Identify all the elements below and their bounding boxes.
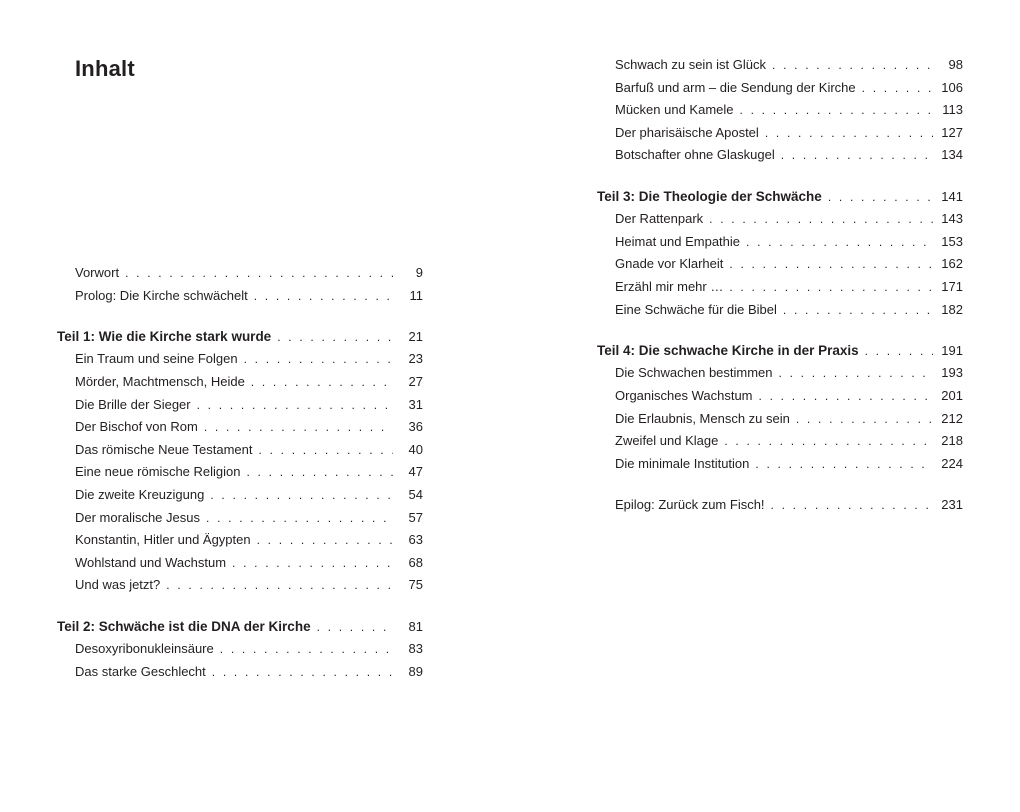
toc-entry xyxy=(597,144,963,167)
toc-entry-title: Mücken und Kamele xyxy=(615,102,734,118)
toc-entry xyxy=(57,529,423,552)
toc-page-number: 98 xyxy=(948,57,963,72)
toc-leader-dots xyxy=(709,208,933,231)
toc-page-number: 191 xyxy=(941,342,963,358)
toc-page-number: 89 xyxy=(408,663,423,679)
toc-leader-dots xyxy=(232,552,393,575)
right-page xyxy=(510,0,1020,812)
toc-entry-title: Teil 4: Die schwache Kirche in der Praxis xyxy=(597,342,859,358)
toc-entry-title: Die Erlaubnis, Mensch zu sein xyxy=(615,410,790,426)
toc-spacer xyxy=(597,475,963,494)
toc-page-number: 127 xyxy=(941,124,963,140)
toc-leader-dots xyxy=(779,362,933,385)
toc-page-number: 40 xyxy=(408,441,423,457)
toc-entry-title: Der Bischof von Rom xyxy=(75,419,198,435)
toc-part-heading xyxy=(57,326,423,349)
toc-entry-title: Ein Traum und seine Folgen xyxy=(75,351,238,367)
toc-entry xyxy=(57,262,423,285)
toc-page-number: 182 xyxy=(941,301,963,317)
toc-leader-dots xyxy=(197,394,393,417)
toc-entry xyxy=(57,661,423,684)
toc-entry xyxy=(597,208,963,231)
toc-entry-title: Zweifel und Klage xyxy=(615,433,719,449)
toc-entry-title: Desoxyribonukleinsäure xyxy=(75,641,214,657)
toc-entry-title: Das römische Neue Testament xyxy=(75,441,253,457)
toc-page-number: 141 xyxy=(941,188,963,204)
toc-page-number: 68 xyxy=(408,554,423,570)
toc-leader-dots xyxy=(317,616,393,639)
toc-leader-dots xyxy=(783,299,933,322)
toc-entry xyxy=(57,285,423,308)
toc-spacer xyxy=(597,321,963,340)
toc-entry xyxy=(597,54,963,77)
toc-part-heading xyxy=(597,186,963,209)
toc-entry xyxy=(57,461,423,484)
toc-entry-title: Eine neue römische Religion xyxy=(75,464,241,480)
toc-page-number: 212 xyxy=(941,410,963,426)
toc-entry xyxy=(597,231,963,254)
toc-leader-dots xyxy=(828,186,933,209)
toc-page-number: 57 xyxy=(408,509,423,525)
page-title: Inhalt xyxy=(75,56,135,81)
toc-leader-dots xyxy=(771,494,933,517)
toc-leader-dots xyxy=(729,253,933,276)
toc-entry-title: Die zweite Kreuzigung xyxy=(75,486,205,502)
toc-entry-title: Der Rattenpark xyxy=(615,211,704,227)
toc-entry xyxy=(57,638,423,661)
toc-page-number: 218 xyxy=(941,433,963,449)
toc-entry-title: Wohlstand und Wachstum xyxy=(75,554,227,570)
toc-entry-title: Vorwort xyxy=(75,265,120,280)
toc-entry xyxy=(597,430,963,453)
toc-leader-dots xyxy=(759,385,933,408)
toc-list-left xyxy=(57,262,423,683)
toc-leader-dots xyxy=(210,484,393,507)
toc-page-number: 83 xyxy=(408,641,423,657)
toc-leader-dots xyxy=(259,439,393,462)
toc-leader-dots xyxy=(865,340,933,363)
toc-page-number: 75 xyxy=(408,577,423,593)
toc-page-number: 23 xyxy=(408,351,423,367)
toc-page-number: 153 xyxy=(941,233,963,249)
toc-entry xyxy=(57,439,423,462)
toc-entry-title: Der pharisäische Apostel xyxy=(615,124,759,140)
toc-leader-dots xyxy=(796,408,933,431)
toc-entry-title: Der moralische Jesus xyxy=(75,509,200,525)
toc-leader-dots xyxy=(254,285,393,308)
toc-entry xyxy=(57,552,423,575)
toc-part-heading xyxy=(597,340,963,363)
toc-entry-title: Die Brille der Sieger xyxy=(75,396,191,412)
toc-entry xyxy=(57,371,423,394)
toc-list-right xyxy=(597,54,963,516)
toc-leader-dots xyxy=(277,326,393,349)
toc-leader-dots xyxy=(862,77,933,100)
toc-entry-title: Eine Schwäche für die Bibel xyxy=(615,301,777,317)
toc-entry-title: Schwach zu sein ist Glück xyxy=(615,57,767,72)
toc-leader-dots xyxy=(246,461,393,484)
toc-page-number: 31 xyxy=(408,396,423,412)
toc-leader-dots xyxy=(244,348,393,371)
toc-leader-dots xyxy=(212,661,393,684)
toc-entry-title: Die Schwachen bestimmen xyxy=(615,365,773,381)
toc-leader-dots xyxy=(220,638,393,661)
toc-entry-title: Organisches Wachstum xyxy=(615,387,753,403)
toc-page-number: 21 xyxy=(408,328,423,344)
toc-leader-dots xyxy=(204,416,393,439)
toc-page-number: 54 xyxy=(408,486,423,502)
toc-entry-title: Erzähl mir mehr … xyxy=(615,278,724,294)
toc-page-number: 81 xyxy=(408,618,423,634)
toc-leader-dots xyxy=(206,507,393,530)
toc-leader-dots xyxy=(125,262,393,285)
toc-entry xyxy=(597,408,963,431)
toc-entry-title: Teil 3: Die Theologie der Schwäche xyxy=(597,188,822,204)
toc-entry xyxy=(597,494,963,517)
toc-page-number: 11 xyxy=(409,287,423,303)
toc-entry-title: Prolog: Die Kirche schwächelt xyxy=(75,287,248,303)
toc-entry xyxy=(597,385,963,408)
toc-entry xyxy=(57,574,423,597)
toc-entry xyxy=(597,276,963,299)
toc-page-number: 63 xyxy=(408,532,423,548)
toc-leader-dots xyxy=(729,276,933,299)
toc-leader-dots xyxy=(781,144,933,167)
toc-entry-title: Heimat und Empathie xyxy=(615,233,741,249)
toc-page-number: 113 xyxy=(942,102,963,118)
toc-leader-dots xyxy=(755,453,933,476)
toc-entry xyxy=(57,348,423,371)
toc-leader-dots xyxy=(765,122,933,145)
toc-page-number: 47 xyxy=(408,464,423,480)
toc-leader-dots xyxy=(251,371,393,394)
toc-entry-title: Das starke Geschlecht xyxy=(75,663,206,679)
toc-page-number: 36 xyxy=(408,419,423,435)
toc-entry xyxy=(57,394,423,417)
toc-leader-dots xyxy=(257,529,393,552)
toc-page-number: 201 xyxy=(941,387,963,403)
toc-entry xyxy=(597,253,963,276)
toc-page-number: 9 xyxy=(415,265,423,280)
toc-entry-title: Epilog: Zurück zum Fisch! xyxy=(615,496,765,512)
toc-leader-dots xyxy=(772,54,933,77)
toc-page-number: 171 xyxy=(941,278,963,294)
toc-entry xyxy=(597,362,963,385)
toc-entry-title: Die minimale Institution xyxy=(615,455,750,471)
toc-entry xyxy=(597,299,963,322)
toc-entry xyxy=(57,507,423,530)
toc-entry-title: Und was jetzt? xyxy=(75,577,161,593)
toc-leader-dots xyxy=(166,574,393,597)
toc-entry-title: Teil 1: Wie die Kirche stark wurde xyxy=(57,328,272,344)
toc-entry xyxy=(57,484,423,507)
toc-entry xyxy=(57,416,423,439)
toc-spacer xyxy=(57,307,423,326)
toc-page-number: 27 xyxy=(408,373,423,389)
toc-entry-title: Gnade vor Klarheit xyxy=(615,256,724,272)
toc-entry-title: Teil 2: Schwäche ist die DNA der Kirche xyxy=(57,618,311,634)
toc-spacer xyxy=(57,597,423,616)
toc-entry-title: Barfuß und arm – die Sendung der Kirche xyxy=(615,79,856,95)
toc-page-number: 224 xyxy=(941,455,963,471)
toc-entry-title: Konstantin, Hitler und Ägypten xyxy=(75,532,251,548)
toc-entry xyxy=(597,453,963,476)
toc-entry xyxy=(597,99,963,122)
toc-page-number: 231 xyxy=(941,496,963,512)
toc-entry-title: Mörder, Machtmensch, Heide xyxy=(75,373,245,389)
toc-leader-dots xyxy=(740,99,933,122)
toc-leader-dots xyxy=(746,231,933,254)
toc-page-number: 193 xyxy=(941,365,963,381)
toc-page-number: 143 xyxy=(941,211,963,227)
toc-part-heading xyxy=(57,616,423,639)
toc-page-number: 134 xyxy=(941,147,963,163)
toc-page-number: 162 xyxy=(941,256,963,272)
toc-spacer xyxy=(597,167,963,186)
toc-page-number: 106 xyxy=(941,79,963,95)
toc-entry-title: Botschafter ohne Glaskugel xyxy=(615,147,775,163)
toc-entry xyxy=(597,77,963,100)
toc-leader-dots xyxy=(724,430,933,453)
toc-entry xyxy=(597,122,963,145)
